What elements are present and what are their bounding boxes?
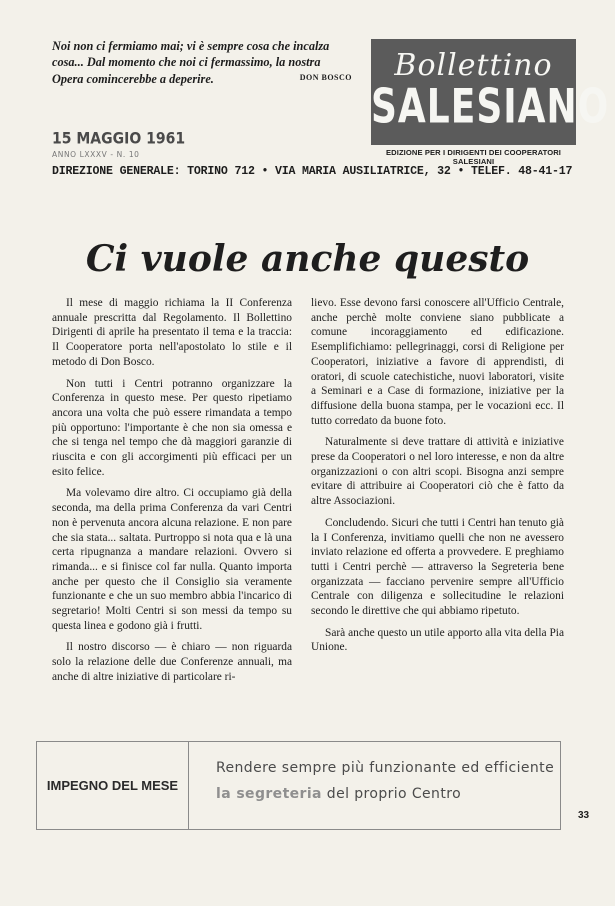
issue-number: ANNO LXXXV - N. 10 [52,150,140,159]
impegno-divider [188,742,189,829]
article-paragraph: Concludendo. Sicuri che tutti i Centri han tenuto già la I Conferenza, invitiamo quelli che non ne avessero inviato relazione ed offerta a provvedere. E preghiamo tutti i Centri perchè — attraverso la Segreteria bene organizzata — facciano pervenire sempre all'Ufficio Centrale con diligenza e sollecitudine le relazioni secondo le direttive che qui abbiamo ripetuto. [311,516,564,618]
logo-line-2: SALESIANO [371,80,610,134]
article-title: Ci vuole anche questo [85,238,530,280]
motto-author: DON BOSCO [299,72,352,82]
masthead-logo [371,39,610,145]
impegno-line-1: Rendere sempre più funzionante ed efficiente [216,760,555,776]
address-line: DIREZIONE GENERALE: TORINO 712 • VIA MARIA AUSILIATRICE, 32 • TELEF. 48-41-17 [52,165,573,178]
article-paragraph: Ma volevamo dire altro. Ci occupiamo già della seconda, ma della prima Conferenza da vari Centri non è pervenuta ancora alcuna relazione. E non pare che sia stata... saltata. Purtroppo si nota qua e là una certa ripugnanza a mandare relazioni. Ovvero si rimanda... e si finisce col far nulla. Quanto importa anche per questo che il Consiglio sia veramente funzionante e che un suo membro abbia l'incarico di segretario! Molti Centri si son messi da tempo su questa linea e godono già i frutti. [52,487,292,632]
article-column-right [311,296,564,662]
article-paragraph: lievo. Esse devono farsi conoscere all'Ufficio Centrale, anche perchè molte conviene siano pubblicate a comune incoraggiamento ed edificazione. Esemplifichiamo: pellegrinaggi, corsi di Religione per Cooperatori, iniziative a favore di apprendisti, di oratori, di scuole catechistiche, nuovi laboratori, visite a Seminari e a Case di formazione, iniziative per la diffusione della buona stampa, per le vocazioni ecc. Il tutto corredato da buone foto. [311,297,564,427]
article-paragraph: Non tutti i Centri potranno organizzare la Conferenza in questo mese. Per questo ripetiamo ancora una volta che può essere rimandata a tempo più opportuno: l'importante è che non sia omessa e che si tenga nel tempo che dà maggiori garanzie di riuscita e con gli accorgimenti più efficaci per un esito felice. [52,377,292,478]
page-number: 33 [578,810,590,821]
impegno-label: IMPEGNO DEL MESE [46,778,179,793]
impegno-highlight: la segreteria [216,786,322,802]
article-paragraph: Naturalmente si deve trattare di attività e iniziative prese da Cooperatori o nel loro interesse, e non da altre organizzazioni o con altri scopi. Bisogna anzi sempre evitare di attribuire ai Cooperatori ciò che è fatto da altre Associazioni. [311,436,564,508]
article-paragraph: Il nostro discorso — è chiaro — non riguarda solo la relazione delle due Conferenze annuali, ma anche di altre iniziative di particolare ri- [52,641,292,683]
issue-date: 15 MAGGIO 1961 [52,129,186,149]
article-paragraph: Il mese di maggio richiama la II Conferenza annuale prescritta dal Regolamento. Il Bollettino Dirigenti di aprile ha presentato il tema e la traccia: Il Cooperatore porta nell'apostolato lo stile e il metodo di Don Bosco. [52,297,292,368]
motto-quote [52,38,352,87]
article-column-left [52,296,292,692]
impegno-box [36,741,561,830]
logo-line-1: Bollettino [394,48,553,83]
motto-text: Noi non ci fermiamo mai; vi è sempre cosa che incalza cosa... Dal momento che noi ci fermassimo, la nostra Opera comincerebbe a deperire. [52,39,330,86]
edition-caption: EDIZIONE PER I DIRIGENTI DEI COOPERATORI SALESIANI [385,148,562,166]
impegno-line-2-rest: del proprio Centro [326,786,462,802]
impegno-line-2 [216,786,461,802]
article-paragraph: Sarà anche questo un utile apporto alla vita della Pia Unione. [311,626,564,654]
